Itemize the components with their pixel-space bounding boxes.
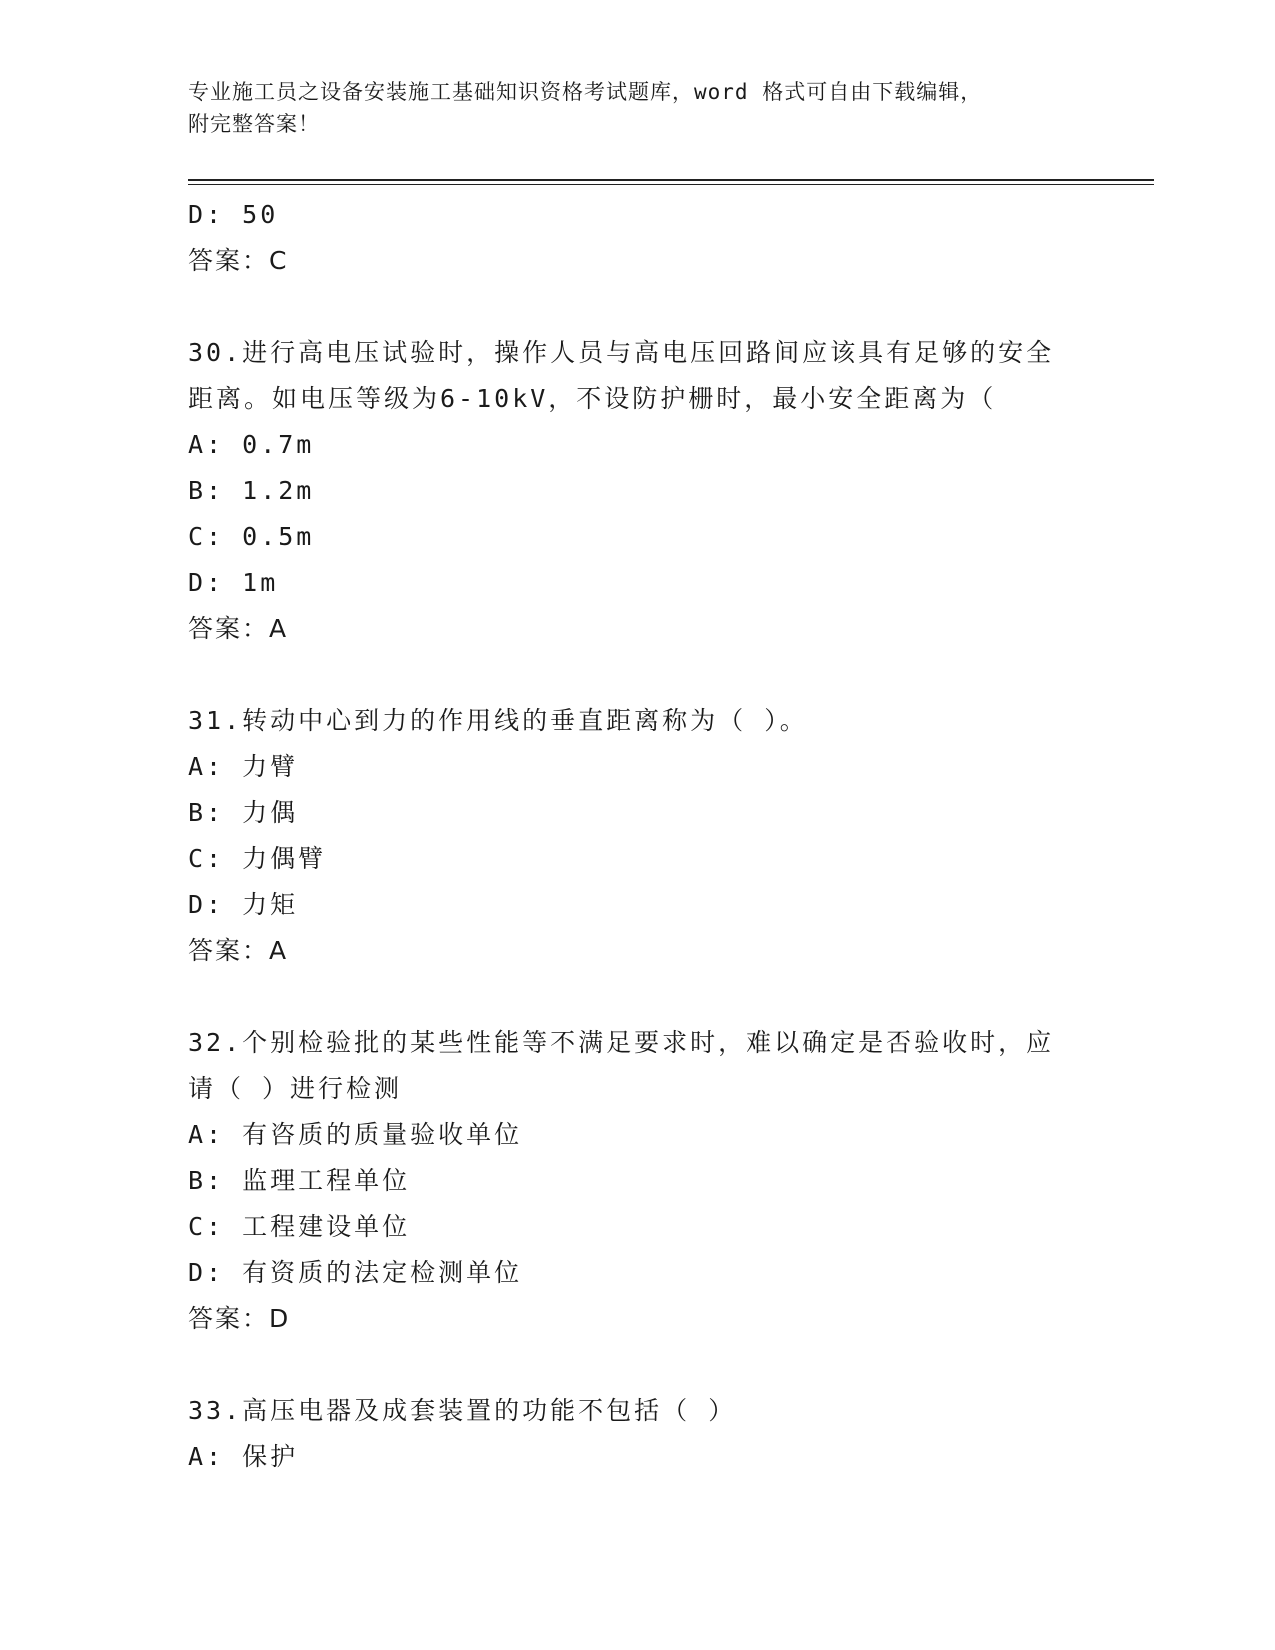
- question-stem-continued: 请（ ）进行检测: [188, 1074, 403, 1103]
- question-31: [188, 698, 1088, 974]
- option-a: A: 保护: [188, 1442, 299, 1471]
- header-title-line-2: 附完整答案！: [188, 112, 320, 136]
- header-divider: [188, 179, 1154, 185]
- question-32: [188, 1020, 1088, 1342]
- header-title-line-1: 专业施工员之设备安装施工基础知识资格考试题库，word 格式可自由下载编辑，: [188, 80, 983, 104]
- spacer: [188, 974, 1088, 1020]
- option-c: C: 力偶臂: [188, 844, 327, 873]
- spacer: [188, 652, 1088, 698]
- spacer: [188, 284, 1088, 330]
- option-c: C: 工程建设单位: [188, 1212, 411, 1241]
- question-stem-continued: 距离。如电压等级为6-10kV，不设防护栅时，最小安全距离为（: [188, 384, 997, 413]
- question-stem: 33.高压电器及成套装置的功能不包括（ ）: [188, 1396, 737, 1425]
- document-header: [188, 76, 1088, 140]
- option-a: A: 0.7m: [188, 430, 315, 459]
- option-c: C: 0.5m: [188, 522, 315, 551]
- question-stem: 32.个别检验批的某些性能等不满足要求时，难以确定是否验收时，应: [188, 1028, 1055, 1057]
- option-d: D: 有资质的法定检测单位: [188, 1258, 523, 1287]
- answer-line: 答案：A: [188, 936, 289, 965]
- option-d: D: 1m: [188, 568, 279, 597]
- option-d: D: 力矩: [188, 890, 299, 919]
- question-30: [188, 330, 1088, 652]
- option-b: B: 监理工程单位: [188, 1166, 411, 1195]
- option-b: B: 1.2m: [188, 476, 315, 505]
- spacer: [188, 1342, 1088, 1388]
- question-stem: 31.转动中心到力的作用线的垂直距离称为（ ）。: [188, 706, 808, 735]
- option-d: D: 50: [188, 200, 279, 229]
- answer-line: 答案：A: [188, 614, 289, 643]
- option-a: A: 有咨质的质量验收单位: [188, 1120, 523, 1149]
- question-29-tail: [188, 192, 1088, 284]
- answer-line: 答案：C: [188, 246, 289, 275]
- question-33: [188, 1388, 1088, 1480]
- option-b: B: 力偶: [188, 798, 299, 827]
- option-a: A: 力臂: [188, 752, 299, 781]
- answer-line: 答案：D: [188, 1304, 291, 1333]
- question-stem: 30.进行高电压试验时，操作人员与高电压回路间应该具有足够的安全: [188, 338, 1055, 367]
- question-list: [188, 192, 1088, 1480]
